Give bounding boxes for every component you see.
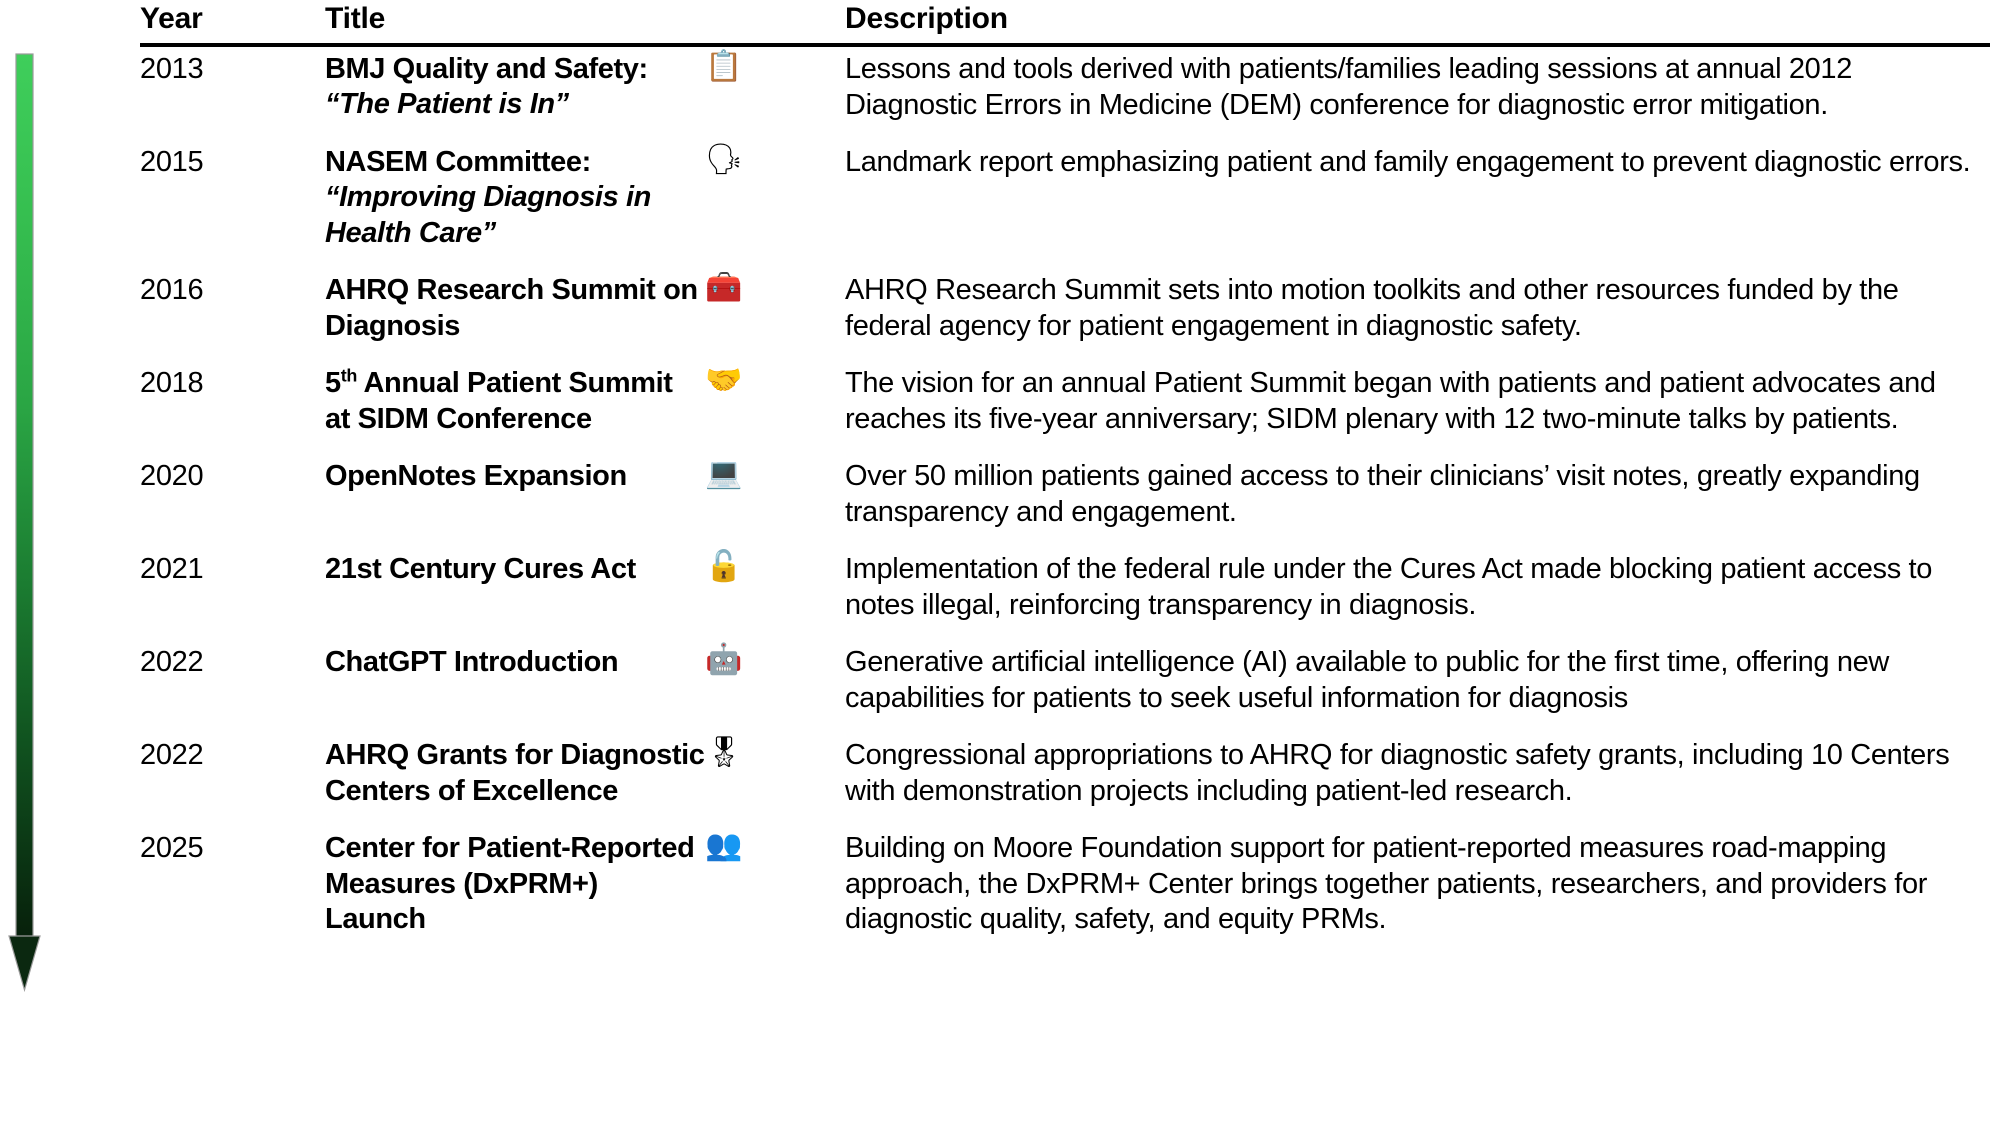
title-main: Center for Patient-Reported Measures (DxPRM+) Launch xyxy=(325,832,695,936)
medal-icon: 🎖 xyxy=(705,736,744,770)
cell-description: Lessons and tools derived with patients/families leading sessions at annual 2012 Diagnostic Errors in Medicine (DEM) conference for diagnostic error mitigation. xyxy=(845,53,1852,121)
cell-icon xyxy=(705,454,845,547)
column-header-title: Title xyxy=(325,0,705,45)
cell-description: Generative artificial intelligence (AI) available to public for the first time, offering new capabilities for patients to seek useful information for diagnosis xyxy=(845,646,1890,714)
title-subtitle: “The Patient is In” xyxy=(325,88,569,121)
cell-year: 2021 xyxy=(140,553,204,586)
timeline-table-container xyxy=(140,0,1992,955)
speaking-head-icon: 🗣 xyxy=(705,143,744,177)
timeline-table xyxy=(140,0,1990,955)
timeline-arrow xyxy=(8,50,94,1065)
cell-title xyxy=(325,140,705,268)
title-main: NASEM Committee: xyxy=(325,146,591,179)
cell-title xyxy=(325,45,705,140)
cell-year: 2018 xyxy=(140,367,204,400)
cell-year: 2016 xyxy=(140,274,204,307)
cell-description: Landmark report emphasizing patient and family engagement to prevent diagnostic errors. xyxy=(845,146,1971,179)
title-main: BMJ Quality and Safety: xyxy=(325,53,648,85)
title-ordinal-suffix: th xyxy=(340,365,357,386)
table-row xyxy=(140,547,1990,640)
cell-description: Building on Moore Foundation support for patient-reported measures road-mapping approach, the DxPRM+ Center brings together patients, researchers, and providers for diagnostic quality, safety, and equity PRMs. xyxy=(845,832,1928,936)
cell-year: 2020 xyxy=(140,460,204,493)
two-people-icon: 👥 xyxy=(705,829,743,863)
cell-icon xyxy=(705,547,845,640)
cell-description: The vision for an annual Patient Summit began with patients and patient advocates and reaches its five-year anniversary; SIDM plenary with 12 two-minute talks by patients. xyxy=(845,367,1936,435)
cell-icon xyxy=(705,826,845,955)
cell-year: 2025 xyxy=(140,832,204,865)
title-main: Annual Patient Summit at SIDM Conference xyxy=(325,367,673,435)
title-main: 21st Century Cures Act xyxy=(325,553,636,586)
column-header-icon xyxy=(705,0,845,45)
table-row xyxy=(140,361,1990,454)
medical-bag-icon: 🧰 xyxy=(705,271,743,305)
clipboard-icon: 📋 xyxy=(705,50,743,83)
cell-description: Implementation of the federal rule under the Cures Act made blocking patient access to notes illegal, reinforcing transparency in diagnosis. xyxy=(845,553,1933,621)
title-subtitle: “Improving Diagnosis in Health Care” xyxy=(325,181,651,249)
column-header-description: Description xyxy=(845,0,1990,45)
arrow-shaft xyxy=(16,54,33,938)
cell-description: Over 50 million patients gained access to their clinicians’ visit notes, greatly expanding transparency and engagement. xyxy=(845,460,1920,528)
cell-icon xyxy=(705,45,845,140)
cell-title xyxy=(325,733,705,826)
cell-icon xyxy=(705,140,845,268)
robot-icon: 🤖 xyxy=(705,643,743,677)
header-row xyxy=(140,0,1990,45)
cell-title xyxy=(325,361,705,454)
title-number: 5 xyxy=(325,367,341,400)
column-header-year: Year xyxy=(140,0,325,45)
cell-description: Congressional appropriations to AHRQ for diagnostic safety grants, including 10 Centers with demonstration projects including patient-led research. xyxy=(845,739,1950,807)
cell-description: AHRQ Research Summit sets into motion toolkits and other resources funded by the federal agency for patient engagement in diagnostic safety. xyxy=(845,274,1899,342)
cell-year: 2015 xyxy=(140,146,204,179)
timeline-arrow-graphic xyxy=(8,50,94,1065)
cell-year: 2022 xyxy=(140,739,204,772)
cell-icon xyxy=(705,640,845,733)
table-row xyxy=(140,45,1990,140)
table-row xyxy=(140,733,1990,826)
table-row xyxy=(140,826,1990,955)
cell-title xyxy=(325,640,705,733)
title-main: ChatGPT Introduction xyxy=(325,646,619,679)
unlocked-padlock-icon: 🔓 xyxy=(705,550,743,584)
arrow-head xyxy=(9,936,40,990)
title-main: AHRQ Research Summit on Diagnosis xyxy=(325,274,698,342)
table-row xyxy=(140,268,1990,361)
table-row xyxy=(140,140,1990,268)
cell-title xyxy=(325,454,705,547)
cell-icon xyxy=(705,268,845,361)
table-body xyxy=(140,45,1990,955)
table-header xyxy=(140,0,1990,45)
table-row xyxy=(140,454,1990,547)
title-main: AHRQ Grants for Diagnostic Centers of Excellence xyxy=(325,739,705,807)
cell-year: 2022 xyxy=(140,646,204,679)
cell-icon xyxy=(705,361,845,454)
cell-year: 2013 xyxy=(140,53,204,85)
laptop-icon: 💻 xyxy=(705,457,743,491)
handshake-icon: 🤝 xyxy=(705,364,743,398)
cell-icon xyxy=(705,733,845,826)
cell-title xyxy=(325,268,705,361)
title-main: OpenNotes Expansion xyxy=(325,460,627,493)
cell-title xyxy=(325,826,705,955)
cell-title xyxy=(325,547,705,640)
table-row xyxy=(140,640,1990,733)
